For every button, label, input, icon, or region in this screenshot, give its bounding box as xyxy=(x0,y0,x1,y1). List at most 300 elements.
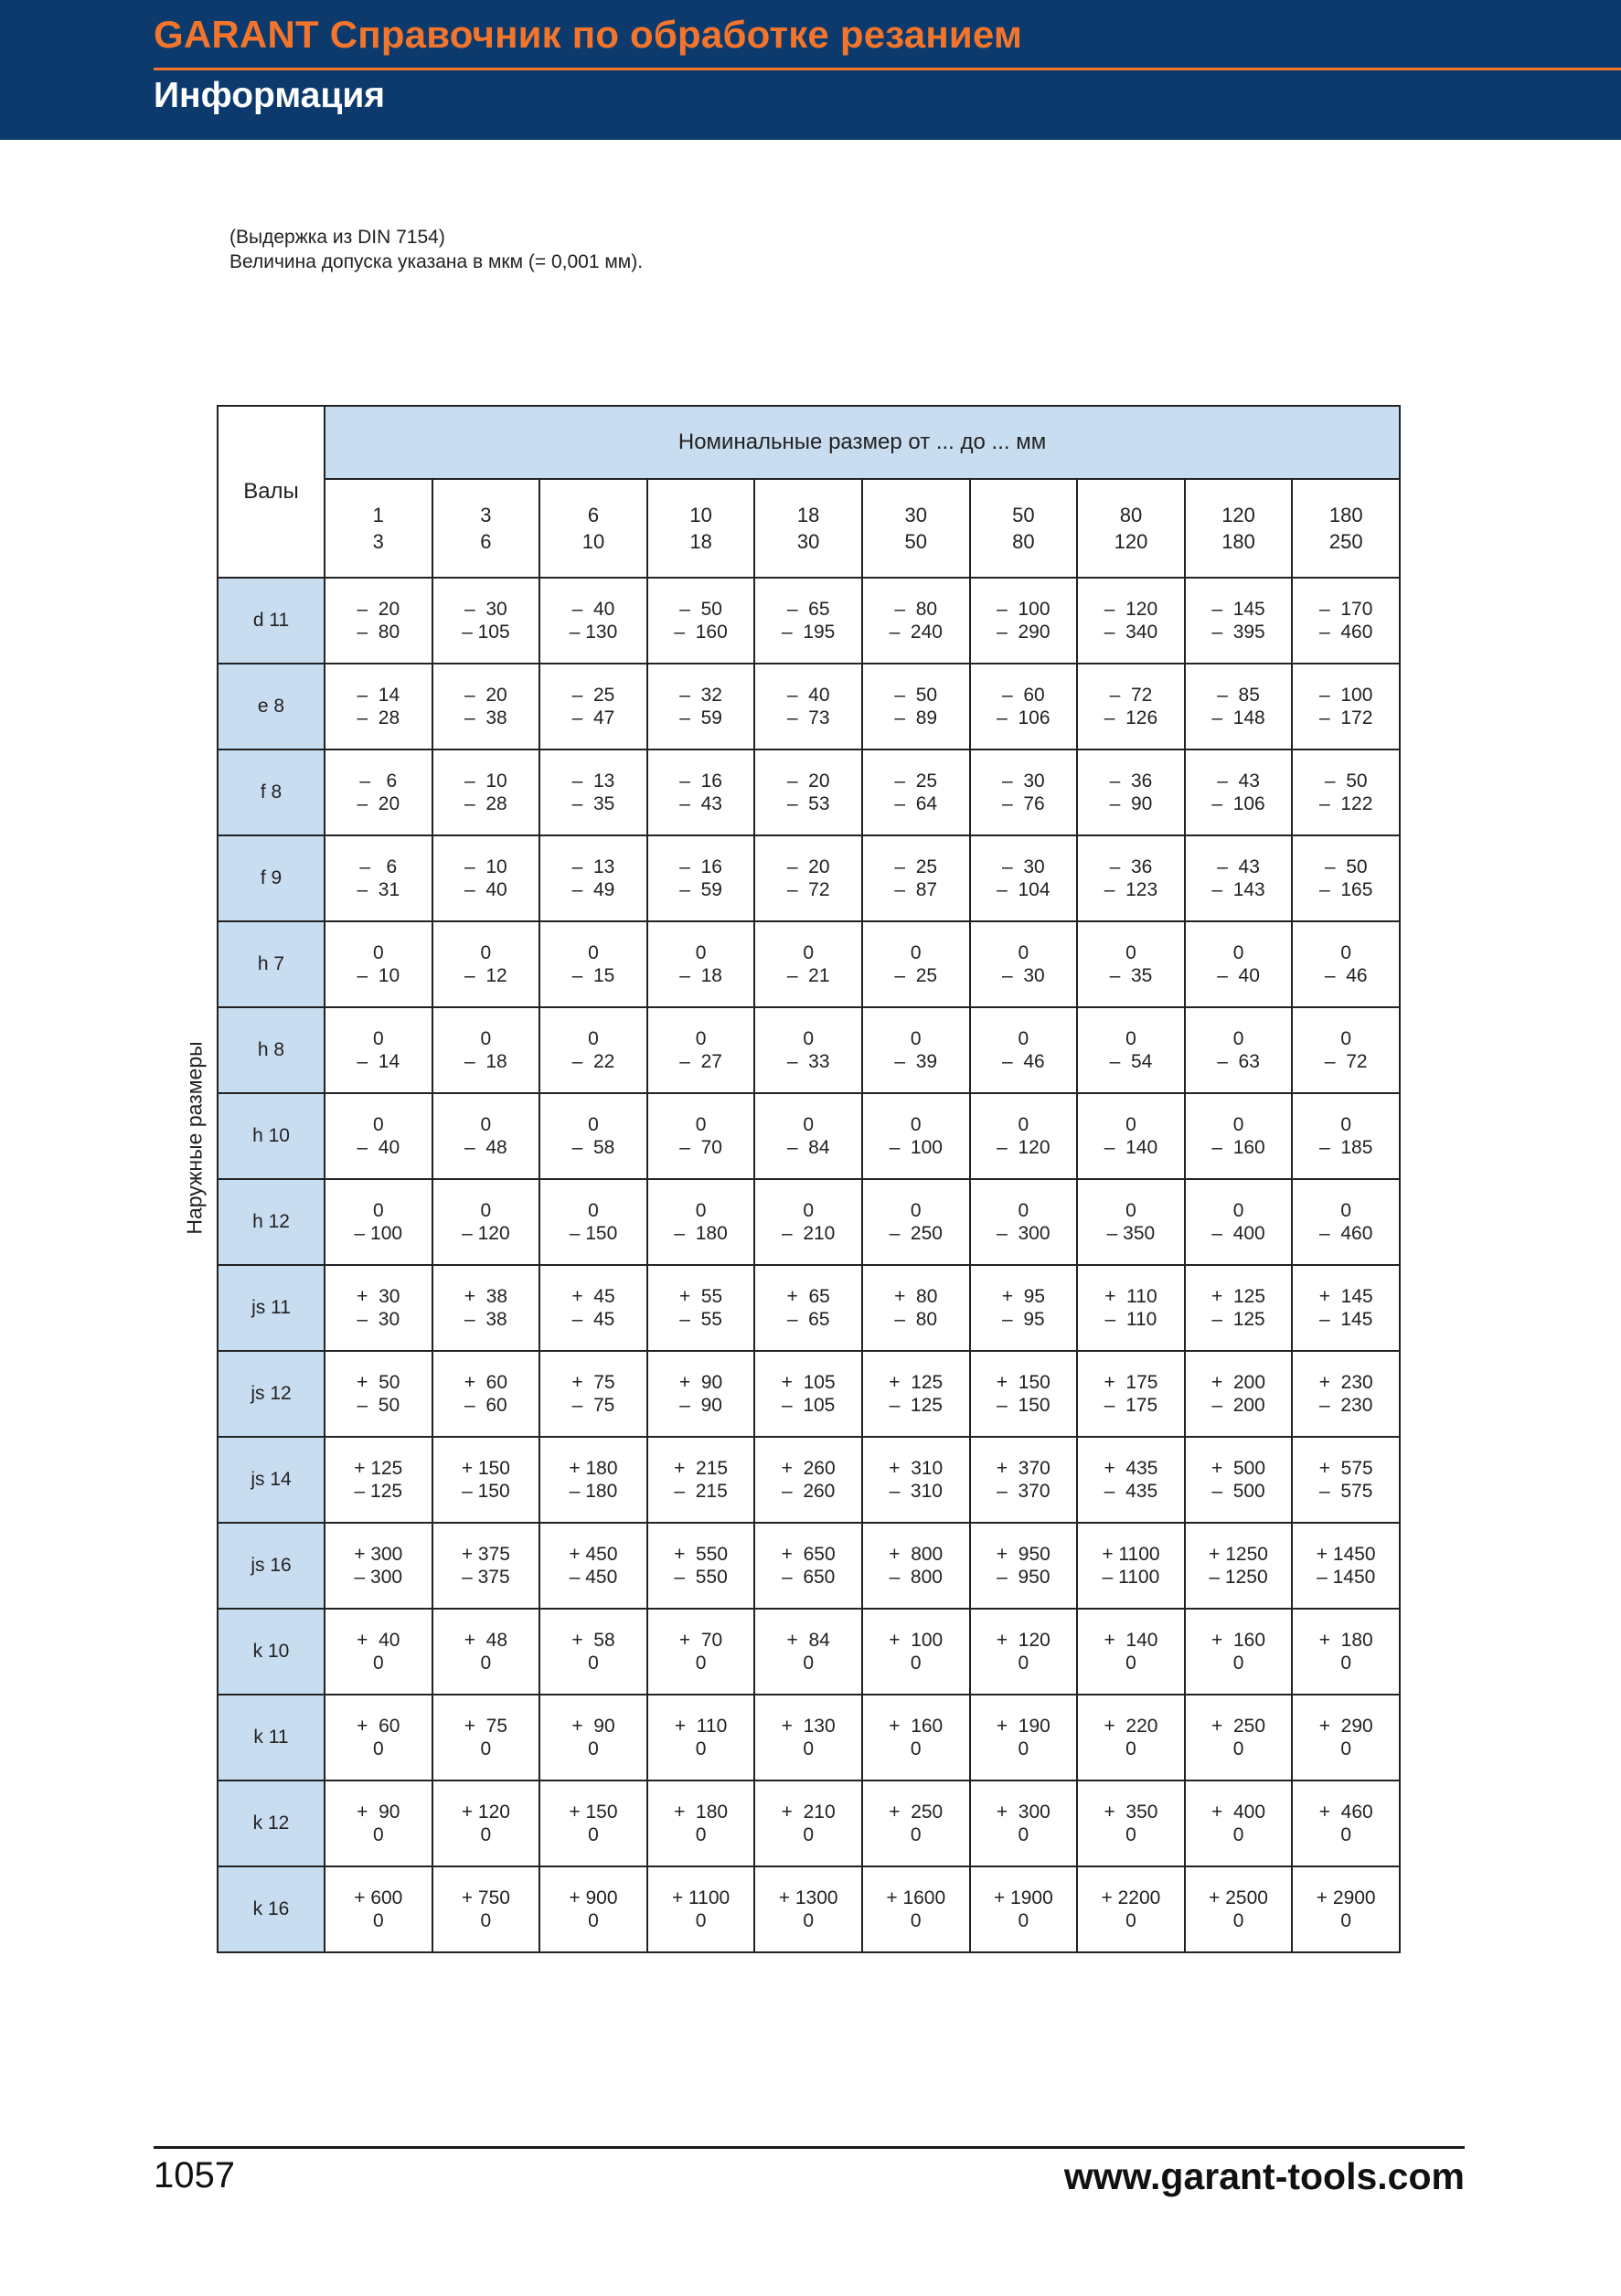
lower-deviation: – 50 xyxy=(357,1395,400,1416)
tolerance-cell xyxy=(325,1265,432,1351)
tolerance-cell xyxy=(970,664,1078,749)
table-row xyxy=(218,1437,1400,1523)
upper-deviation: 0 xyxy=(1125,1114,1136,1135)
upper-deviation: + 1900 xyxy=(993,1887,1053,1908)
lower-deviation: – 122 xyxy=(1319,793,1373,814)
lower-deviation: 0 xyxy=(803,1824,815,1845)
lower-deviation: – 210 xyxy=(781,1223,836,1244)
table-row xyxy=(218,1780,1400,1866)
table-row xyxy=(218,664,1400,749)
tolerance-cell xyxy=(325,1179,432,1265)
lower-deviation: – 18 xyxy=(679,965,722,986)
upper-deviation: + 100 xyxy=(889,1630,944,1651)
upper-deviation: – 80 xyxy=(894,599,938,620)
upper-deviation: 0 xyxy=(480,942,492,963)
upper-deviation: + 58 xyxy=(571,1630,615,1651)
tolerance-cell xyxy=(754,1179,862,1265)
upper-deviation: – 16 xyxy=(679,856,722,877)
tolerance-class-label: h 12 xyxy=(218,1179,325,1265)
tolerance-cell xyxy=(1185,749,1293,835)
tolerance-class-label: k 12 xyxy=(218,1780,325,1866)
tolerance-cell xyxy=(1185,1179,1293,1265)
upper-deviation: + 250 xyxy=(889,1802,944,1823)
range-from: 30 xyxy=(904,504,927,526)
lower-deviation: 0 xyxy=(910,1738,922,1759)
lower-deviation: 0 xyxy=(910,1653,922,1674)
upper-deviation: – 20 xyxy=(464,685,507,706)
lower-deviation: – 148 xyxy=(1211,707,1265,728)
upper-deviation: – 50 xyxy=(1324,771,1368,792)
lower-deviation: 0 xyxy=(695,1738,707,1759)
upper-deviation: + 38 xyxy=(464,1286,508,1307)
upper-deviation: + 110 xyxy=(1104,1286,1157,1307)
upper-deviation: – 6 xyxy=(359,856,398,877)
lower-deviation: – 650 xyxy=(781,1567,836,1588)
lower-deviation: – 58 xyxy=(571,1137,615,1158)
lower-deviation: – 105 xyxy=(462,622,510,643)
lower-deviation: – 70 xyxy=(679,1137,722,1158)
lower-deviation: – 185 xyxy=(1319,1137,1373,1158)
tolerance-class-label: js 14 xyxy=(218,1437,325,1523)
tolerance-cell xyxy=(862,1609,970,1695)
lower-deviation: – 130 xyxy=(569,622,618,643)
upper-deviation: – 25 xyxy=(894,856,938,877)
size-range-header xyxy=(432,479,540,578)
upper-deviation: 0 xyxy=(1125,942,1136,963)
header-divider xyxy=(154,68,1621,70)
tolerance-cell xyxy=(1077,1780,1185,1866)
upper-deviation: + 70 xyxy=(678,1630,723,1651)
upper-deviation: 0 xyxy=(695,1028,707,1049)
upper-deviation: 0 xyxy=(1232,1028,1244,1049)
table-row xyxy=(218,1351,1400,1437)
upper-deviation: 0 xyxy=(1232,1200,1244,1221)
lower-deviation: 0 xyxy=(588,1653,599,1674)
lower-deviation: – 30 xyxy=(357,1309,400,1330)
tolerance-cell xyxy=(970,1437,1078,1523)
tolerance-class-label: k 11 xyxy=(218,1695,325,1780)
lower-deviation: 0 xyxy=(695,1824,707,1845)
tolerance-cell xyxy=(754,1351,862,1437)
upper-deviation: 0 xyxy=(1340,1200,1352,1221)
upper-deviation: 0 xyxy=(588,1200,599,1221)
upper-deviation: 0 xyxy=(372,1114,384,1135)
size-range-header xyxy=(539,479,647,578)
lower-deviation: – 38 xyxy=(464,707,507,728)
range-from: 1 xyxy=(372,504,384,526)
tolerance-cell xyxy=(1185,1866,1293,1952)
upper-deviation: + 230 xyxy=(1318,1372,1373,1393)
range-to: 50 xyxy=(904,530,927,553)
tolerance-cell xyxy=(862,1695,970,1780)
lower-deviation: – 48 xyxy=(464,1137,507,1158)
tolerance-cell xyxy=(1292,1780,1400,1866)
lower-deviation: – 106 xyxy=(997,707,1050,728)
lower-deviation: – 10 xyxy=(357,965,400,986)
tolerance-cell xyxy=(432,1093,540,1179)
upper-deviation: – 72 xyxy=(1109,685,1153,706)
tolerance-cell xyxy=(432,1179,540,1265)
upper-deviation: – 30 xyxy=(1002,856,1045,877)
upper-deviation: + 1100 xyxy=(671,1887,731,1908)
lower-deviation: – 575 xyxy=(1319,1481,1373,1502)
tolerance-cell xyxy=(647,1437,755,1523)
lower-deviation: – 95 xyxy=(1002,1309,1045,1330)
lower-deviation: – 106 xyxy=(1211,793,1265,814)
tolerance-cell xyxy=(1292,1866,1400,1952)
range-from: 6 xyxy=(587,504,600,526)
range-from: 180 xyxy=(1328,504,1363,526)
upper-deviation: + 300 xyxy=(996,1802,1050,1823)
lower-deviation: – 180 xyxy=(674,1223,728,1244)
tolerance-cell xyxy=(970,1523,1078,1609)
upper-deviation: + 2200 xyxy=(1101,1887,1161,1908)
tolerance-cell xyxy=(539,1007,647,1093)
upper-deviation: + 180 xyxy=(1318,1630,1373,1651)
lower-deviation: – 54 xyxy=(1109,1051,1153,1072)
tolerance-cell xyxy=(1077,1437,1185,1523)
upper-deviation: – 65 xyxy=(786,599,830,620)
lower-deviation: – 240 xyxy=(889,622,943,643)
lower-deviation: 0 xyxy=(1232,1824,1244,1845)
upper-deviation: 0 xyxy=(480,1200,492,1221)
lower-deviation: 0 xyxy=(1125,1824,1136,1845)
tolerance-cell xyxy=(1185,1007,1293,1093)
tolerance-cell xyxy=(539,1780,647,1866)
tolerance-cell xyxy=(432,921,540,1007)
upper-deviation: 0 xyxy=(588,942,599,963)
tolerance-cell xyxy=(539,1437,647,1523)
range-from: 18 xyxy=(796,504,820,526)
upper-deviation: 0 xyxy=(1018,1200,1029,1221)
tolerance-cell xyxy=(970,1866,1078,1952)
tolerance-cell xyxy=(539,749,647,835)
upper-deviation: + 750 xyxy=(461,1887,510,1908)
lower-deviation: – 35 xyxy=(1109,965,1153,986)
tolerance-cell xyxy=(1077,1265,1185,1351)
upper-deviation: + 435 xyxy=(1104,1458,1158,1479)
header-band xyxy=(0,0,1621,140)
tolerance-cell xyxy=(1185,1695,1293,1780)
size-range-header xyxy=(325,479,432,578)
lower-deviation: – 460 xyxy=(1319,1223,1373,1244)
range-to: 18 xyxy=(689,530,712,553)
lower-deviation: – 175 xyxy=(1104,1395,1158,1416)
upper-deviation: + 460 xyxy=(1318,1802,1373,1823)
upper-deviation: + 2500 xyxy=(1209,1887,1268,1908)
upper-deviation: + 90 xyxy=(357,1802,400,1823)
upper-deviation: + 220 xyxy=(1104,1716,1158,1737)
upper-deviation: + 65 xyxy=(786,1286,830,1307)
lower-deviation: – 100 xyxy=(889,1137,943,1158)
table-row xyxy=(218,921,1400,1007)
range-from: 120 xyxy=(1221,504,1255,526)
lower-deviation: – 172 xyxy=(1319,707,1373,728)
tolerance-cell xyxy=(862,1093,970,1179)
lower-deviation: 0 xyxy=(1018,1653,1029,1674)
lower-deviation: – 140 xyxy=(1104,1137,1158,1158)
tolerance-cell xyxy=(754,1093,862,1179)
size-range-header xyxy=(1292,479,1400,578)
table-row xyxy=(218,1866,1400,1952)
lower-deviation: – 180 xyxy=(569,1481,618,1502)
page-number: 1057 xyxy=(154,2155,235,2195)
tolerance-cell xyxy=(1077,1609,1185,1695)
tolerance-cell xyxy=(754,578,862,664)
lower-deviation: – 63 xyxy=(1217,1051,1260,1072)
lower-deviation: – 89 xyxy=(894,707,938,728)
tolerance-cell xyxy=(539,664,647,749)
lower-deviation: – 500 xyxy=(1211,1481,1265,1502)
range-to: 10 xyxy=(581,530,605,553)
upper-deviation: + 150 xyxy=(569,1802,618,1823)
intro-text xyxy=(229,225,643,274)
tolerance-cell xyxy=(970,1780,1078,1866)
upper-deviation: 0 xyxy=(695,942,707,963)
lower-deviation: – 160 xyxy=(674,622,728,643)
upper-deviation: – 85 xyxy=(1217,685,1260,706)
upper-deviation: – 40 xyxy=(786,685,830,706)
size-range-header xyxy=(1077,479,1185,578)
upper-deviation: + 145 xyxy=(1318,1286,1373,1307)
tolerance-cell xyxy=(325,1351,432,1437)
lower-deviation: – 40 xyxy=(464,879,507,900)
lower-deviation: 0 xyxy=(1125,1653,1136,1674)
tolerance-cell xyxy=(970,1179,1078,1265)
tolerance-class-label: d 11 xyxy=(218,578,325,664)
lower-deviation: 0 xyxy=(1018,1738,1029,1759)
upper-deviation: + 80 xyxy=(894,1286,938,1307)
tolerance-cell xyxy=(539,1523,647,1609)
tolerance-cell xyxy=(432,1437,540,1523)
upper-deviation: + 180 xyxy=(674,1802,729,1823)
tolerance-cell xyxy=(325,835,432,921)
lower-deviation: – 435 xyxy=(1104,1481,1158,1502)
tolerance-cell xyxy=(1077,1866,1185,1952)
tolerance-class-label: h 10 xyxy=(218,1093,325,1179)
tolerance-cell xyxy=(647,1093,755,1179)
lower-deviation: 0 xyxy=(1125,1738,1136,1759)
upper-deviation: + 800 xyxy=(889,1544,944,1565)
tolerance-cell xyxy=(432,1007,540,1093)
upper-deviation: 0 xyxy=(588,1028,599,1049)
lower-deviation: – 38 xyxy=(464,1309,507,1330)
lower-deviation: – 290 xyxy=(997,622,1050,643)
upper-deviation: + 160 xyxy=(889,1716,944,1737)
upper-deviation: – 50 xyxy=(679,599,722,620)
tolerance-cell xyxy=(1292,1265,1400,1351)
lower-deviation: 0 xyxy=(480,1738,492,1759)
tolerance-cell xyxy=(754,1007,862,1093)
tolerance-cell xyxy=(862,1866,970,1952)
tolerance-cell xyxy=(754,1265,862,1351)
tolerance-cell xyxy=(647,1695,755,1780)
lower-deviation: – 100 xyxy=(354,1223,403,1244)
upper-deviation: – 30 xyxy=(464,599,507,620)
upper-deviation: – 145 xyxy=(1211,599,1265,620)
side-label: Наружные размеры xyxy=(182,1041,207,1235)
upper-deviation: – 6 xyxy=(359,771,398,792)
lower-deviation: – 84 xyxy=(786,1137,830,1158)
lower-deviation: – 230 xyxy=(1319,1395,1373,1416)
table-row xyxy=(218,1007,1400,1093)
upper-deviation: + 290 xyxy=(1318,1716,1373,1737)
upper-deviation: + 160 xyxy=(1211,1630,1266,1651)
tolerance-cell xyxy=(970,578,1078,664)
lower-deviation: – 72 xyxy=(1324,1051,1368,1072)
lower-deviation: – 65 xyxy=(786,1309,830,1330)
upper-deviation: + 375 xyxy=(461,1544,510,1565)
tolerance-cell xyxy=(432,1609,540,1695)
lower-deviation: – 20 xyxy=(357,793,400,814)
tolerance-cell xyxy=(862,664,970,749)
tolerance-class-label: h 8 xyxy=(218,1007,325,1093)
lower-deviation: – 165 xyxy=(1319,879,1373,900)
upper-deviation: 0 xyxy=(803,942,815,963)
lower-deviation: – 150 xyxy=(462,1481,510,1502)
tolerance-cell xyxy=(325,664,432,749)
upper-deviation: 0 xyxy=(588,1114,599,1135)
lower-deviation: – 59 xyxy=(679,879,722,900)
lower-deviation: 0 xyxy=(372,1910,384,1931)
upper-deviation: 0 xyxy=(1018,1028,1029,1049)
upper-deviation: – 36 xyxy=(1109,856,1153,877)
upper-deviation: – 20 xyxy=(786,856,830,877)
tolerance-cell xyxy=(432,835,540,921)
lower-deviation: – 47 xyxy=(571,707,615,728)
upper-deviation: – 32 xyxy=(679,685,722,706)
lower-deviation: – 1450 xyxy=(1317,1567,1376,1588)
upper-deviation: + 60 xyxy=(464,1372,508,1393)
tolerance-cell xyxy=(1185,921,1293,1007)
tolerance-cell xyxy=(1292,1695,1400,1780)
upper-deviation: 0 xyxy=(372,942,384,963)
lower-deviation: – 80 xyxy=(894,1309,938,1330)
tolerance-class-label: e 8 xyxy=(218,664,325,749)
tolerance-cell xyxy=(539,835,647,921)
lower-deviation: – 125 xyxy=(889,1395,943,1416)
tolerance-cell xyxy=(325,1523,432,1609)
lower-deviation: 0 xyxy=(803,1910,815,1931)
lower-deviation: – 1100 xyxy=(1102,1567,1160,1588)
nominal-size-header: Номинальные размер от ... до ... мм xyxy=(325,406,1400,479)
tolerance-cell xyxy=(1292,664,1400,749)
lower-deviation: – 950 xyxy=(997,1567,1050,1588)
tolerance-cell xyxy=(432,1265,540,1351)
lower-deviation: – 30 xyxy=(1002,965,1045,986)
upper-deviation: – 120 xyxy=(1104,599,1158,620)
tolerance-cell xyxy=(1292,1093,1400,1179)
upper-deviation: + 130 xyxy=(781,1716,836,1737)
tolerance-cell xyxy=(325,1866,432,1952)
upper-deviation: – 13 xyxy=(571,856,615,877)
tolerance-cell xyxy=(647,664,755,749)
upper-deviation: 0 xyxy=(695,1200,707,1221)
lower-deviation: – 300 xyxy=(997,1223,1050,1244)
upper-deviation: + 110 xyxy=(674,1716,728,1737)
tolerance-cell xyxy=(647,1523,755,1609)
lower-deviation: – 28 xyxy=(464,793,507,814)
lower-deviation: – 49 xyxy=(571,879,615,900)
size-range-header xyxy=(970,479,1078,578)
tolerance-cell xyxy=(970,749,1078,835)
lower-deviation: – 76 xyxy=(1002,793,1045,814)
tolerance-cell xyxy=(647,1179,755,1265)
upper-deviation: + 400 xyxy=(1211,1802,1266,1823)
tolerance-cell xyxy=(970,1007,1078,1093)
tolerance-class-label: k 10 xyxy=(218,1609,325,1695)
lower-deviation: – 120 xyxy=(997,1137,1050,1158)
lower-deviation: – 31 xyxy=(357,879,400,900)
upper-deviation: – 20 xyxy=(786,771,830,792)
tolerance-cell xyxy=(1292,921,1400,1007)
intro-source-note: (Выдержка из DIN 7154) xyxy=(229,227,445,248)
upper-deviation: + 950 xyxy=(996,1544,1050,1565)
tolerance-cell xyxy=(1185,835,1293,921)
lower-deviation: 0 xyxy=(1232,1910,1244,1931)
upper-deviation: 0 xyxy=(1340,1114,1352,1135)
lower-deviation: – 1250 xyxy=(1209,1567,1268,1588)
tolerance-cell xyxy=(862,1179,970,1265)
tolerance-cell xyxy=(432,1351,540,1437)
tolerance-cell xyxy=(647,921,755,1007)
tolerance-cell xyxy=(1292,1179,1400,1265)
tolerance-cell xyxy=(1185,1437,1293,1523)
lower-deviation: – 45 xyxy=(571,1309,615,1330)
upper-deviation: 0 xyxy=(480,1114,492,1135)
table-row xyxy=(218,578,1400,664)
upper-deviation: – 25 xyxy=(571,685,615,706)
upper-deviation: 0 xyxy=(372,1200,384,1221)
upper-deviation: – 36 xyxy=(1109,771,1153,792)
tolerance-cell xyxy=(325,578,432,664)
upper-deviation: + 105 xyxy=(781,1372,836,1393)
lower-deviation: 0 xyxy=(1340,1738,1352,1759)
lower-deviation: – 260 xyxy=(781,1481,836,1502)
tolerance-table xyxy=(217,405,1401,1953)
tolerance-cell xyxy=(325,1093,432,1179)
upper-deviation: 0 xyxy=(1125,1028,1136,1049)
lower-deviation: – 123 xyxy=(1104,879,1158,900)
tolerance-table-body xyxy=(218,578,1400,1952)
upper-deviation: 0 xyxy=(480,1028,492,1049)
header-title: GARANT Справочник по обработке резанием xyxy=(154,13,1023,56)
tolerance-cell xyxy=(970,1351,1078,1437)
lower-deviation: – 35 xyxy=(571,793,615,814)
range-from: 80 xyxy=(1119,504,1143,526)
lower-deviation: – 450 xyxy=(569,1567,618,1588)
tolerance-class-label: h 7 xyxy=(218,921,325,1007)
tolerance-cell xyxy=(432,578,540,664)
tolerance-cell xyxy=(539,1866,647,1952)
tolerance-cell xyxy=(432,749,540,835)
upper-deviation: + 45 xyxy=(571,1286,615,1307)
upper-deviation: – 10 xyxy=(464,856,507,877)
size-range-header xyxy=(862,479,970,578)
upper-deviation: + 1100 xyxy=(1102,1544,1160,1565)
tolerance-cell xyxy=(754,1437,862,1523)
tolerance-class-label: f 8 xyxy=(218,749,325,835)
upper-deviation: – 10 xyxy=(464,771,507,792)
tolerance-cell xyxy=(970,1695,1078,1780)
lower-deviation: – 18 xyxy=(464,1051,507,1072)
tolerance-cell xyxy=(1185,1780,1293,1866)
tolerance-cell xyxy=(754,1523,862,1609)
table-row xyxy=(218,1523,1400,1609)
upper-deviation: + 180 xyxy=(569,1458,618,1479)
upper-deviation: + 84 xyxy=(786,1630,830,1651)
upper-deviation: 0 xyxy=(910,1200,922,1221)
